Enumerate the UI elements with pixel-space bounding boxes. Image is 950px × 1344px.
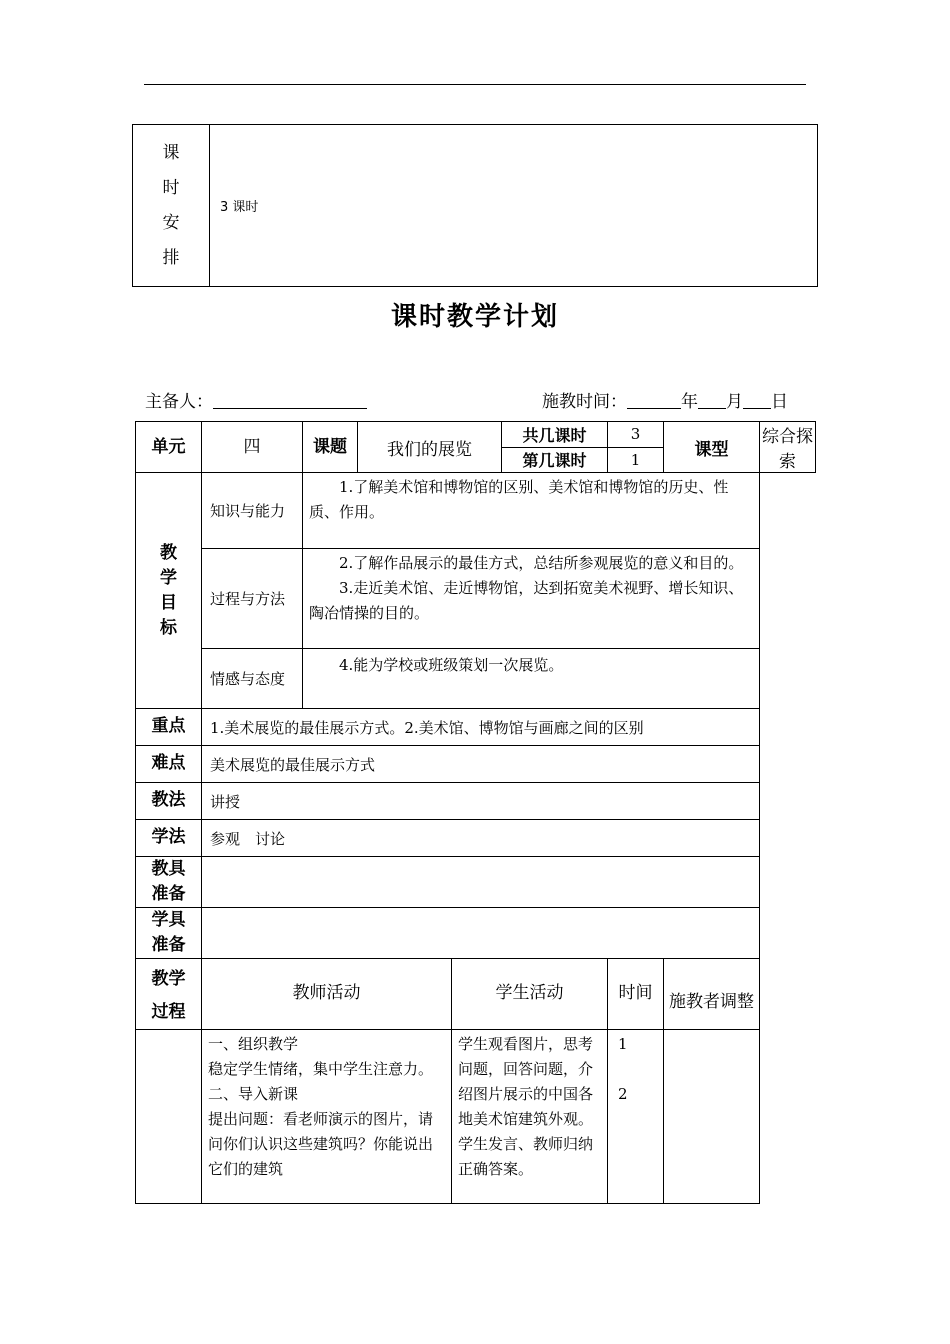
month-label: 月 bbox=[726, 392, 743, 412]
key-point-label: 重点 bbox=[136, 709, 202, 746]
total-hours-label: 共几课时 bbox=[502, 422, 608, 448]
schedule-label-char: 排 bbox=[162, 247, 180, 268]
goal-line: 4.能为学校或班级策划一次展览。 bbox=[339, 656, 564, 674]
unit-label: 单元 bbox=[136, 422, 202, 473]
teaching-method-value: 讲授 bbox=[202, 783, 760, 820]
goal-content-knowledge bbox=[303, 473, 760, 549]
process-label bbox=[136, 959, 202, 1030]
col-adjustment: 施教者调整 bbox=[664, 959, 760, 1030]
year-blank bbox=[627, 390, 681, 409]
goals-label-char: 教 bbox=[160, 542, 177, 563]
label-line: 过程 bbox=[151, 1002, 186, 1022]
process-side-cell bbox=[136, 1030, 202, 1204]
nth-hour-label: 第几课时 bbox=[502, 447, 608, 473]
teacher-activity-line: 提出问题：看老师演示的图片，请问你们认识这些建筑吗？你能说出它们的建筑 bbox=[208, 1110, 434, 1178]
topic-label: 课题 bbox=[303, 422, 358, 473]
col-teacher-activity: 教师活动 bbox=[202, 959, 452, 1030]
goal-dimension-process: 过程与方法 bbox=[202, 549, 303, 649]
header-rule bbox=[144, 84, 806, 85]
schedule-label bbox=[133, 125, 210, 287]
teacher-activity-content bbox=[202, 1030, 452, 1204]
type-value: 综合探索 bbox=[760, 422, 816, 473]
col-time: 时间 bbox=[608, 959, 664, 1030]
label-line: 教具 bbox=[151, 859, 186, 879]
goal-line: 1.了解美术馆和博物馆的区别、美术馆和博物馆的历史、性质、作用。 bbox=[309, 478, 729, 521]
label-line: 准备 bbox=[151, 935, 186, 955]
label-line: 学具 bbox=[151, 910, 186, 930]
schedule-table bbox=[132, 124, 818, 287]
student-tools-value bbox=[202, 908, 760, 959]
lesson-plan-table bbox=[135, 421, 816, 1204]
preparer-line bbox=[145, 387, 367, 412]
col-student-activity: 学生活动 bbox=[452, 959, 608, 1030]
student-activity-line: 学生发言、教师归纳正确答案。 bbox=[458, 1135, 594, 1178]
difficulty-label: 难点 bbox=[136, 746, 202, 783]
day-label: 日 bbox=[771, 392, 788, 412]
preparer-blank bbox=[213, 390, 367, 409]
learning-method-value: 参观 讨论 bbox=[202, 820, 760, 857]
topic-value: 我们的展览 bbox=[358, 422, 502, 473]
page-title: 课时教学计划 bbox=[390, 302, 559, 332]
day-blank bbox=[743, 390, 771, 409]
goal-line: 3.走近美术馆、走近博物馆，达到拓宽美术视野、增长知识、陶冶情操的目的。 bbox=[309, 579, 744, 622]
goal-content-attitude bbox=[303, 649, 760, 709]
type-label-cell: 课型 bbox=[664, 422, 760, 473]
teacher-activity-line: 一、组织教学 bbox=[208, 1035, 299, 1053]
month-blank bbox=[698, 390, 726, 409]
schedule-label-char: 安 bbox=[162, 212, 180, 233]
total-hours-value: 3 bbox=[608, 422, 664, 448]
time-value: 1 bbox=[618, 1035, 628, 1053]
goals-label-char: 学 bbox=[160, 567, 177, 588]
label-line: 准备 bbox=[151, 884, 186, 904]
label-line: 教学 bbox=[151, 969, 186, 989]
teaching-method-label: 教法 bbox=[136, 783, 202, 820]
student-activity-content bbox=[452, 1030, 608, 1204]
adjustment-content bbox=[664, 1030, 760, 1204]
goal-line: 2.了解作品展示的最佳方式，总结所参观展览的意义和目的。 bbox=[339, 554, 744, 572]
goal-dimension-attitude: 情感与态度 bbox=[202, 649, 303, 709]
goals-label-char: 目 bbox=[160, 592, 177, 613]
difficulty-value: 美术展览的最佳展示方式 bbox=[202, 746, 760, 783]
goal-content-process bbox=[303, 549, 760, 649]
teacher-activity-line: 二、导入新课 bbox=[208, 1085, 299, 1103]
teaching-time-line bbox=[542, 387, 788, 412]
teacher-tools-value bbox=[202, 857, 760, 908]
key-point-value: 1.美术展览的最佳展示方式。2.美术馆、博物馆与画廊之间的区别 bbox=[202, 709, 760, 746]
time-content bbox=[608, 1030, 664, 1204]
unit-value: 四 bbox=[202, 422, 303, 473]
goals-label-char: 标 bbox=[160, 617, 177, 638]
schedule-label-char: 时 bbox=[162, 177, 180, 198]
schedule-value: 3 课时 bbox=[210, 125, 818, 287]
goal-dimension-knowledge: 知识与能力 bbox=[202, 473, 303, 549]
time-value: 2 bbox=[618, 1085, 628, 1103]
learning-method-label: 学法 bbox=[136, 820, 202, 857]
goals-label bbox=[136, 473, 202, 709]
student-tools-label bbox=[136, 908, 202, 959]
year-label: 年 bbox=[681, 392, 698, 412]
teacher-activity-line: 稳定学生情绪，集中学生注意力。 bbox=[208, 1060, 434, 1078]
time-label: 施教时间： bbox=[542, 392, 627, 412]
nth-hour-value: 1 bbox=[608, 447, 664, 473]
schedule-label-char: 课 bbox=[162, 142, 180, 163]
preparer-label: 主备人： bbox=[145, 392, 213, 412]
teacher-tools-label bbox=[136, 857, 202, 908]
student-activity-line: 学生观看图片，思考问题，回答问题，介绍图片展示的中国各地美术馆建筑外观。 bbox=[458, 1035, 594, 1128]
